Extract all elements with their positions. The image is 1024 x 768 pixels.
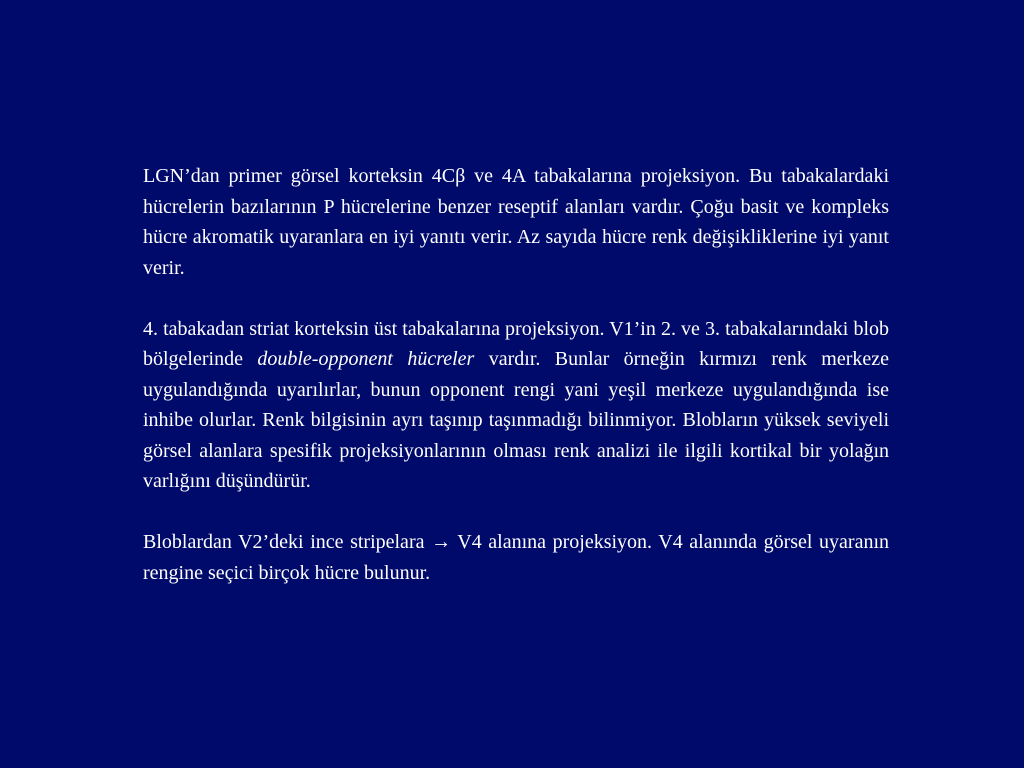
paragraph-blob-projection (143, 314, 889, 497)
paragraph-lgn-projection-text: LGN’dan primer görsel korteksin 4Cβ ve 4A tabakalarına projeksiyon. Bu tabakalardaki hücrelerin bazılarının P hücrelerine benzer reseptif alanları vardır. Çoğu basit ve kompleks hücre akromatik uyaranlara en iyi yanıtı verir. Az sayıda hücre renk değişikliklerine iyi yanıt verir. (143, 165, 889, 279)
slide-text-block (143, 161, 889, 588)
paragraph-v4-projection (143, 527, 889, 588)
paragraph-lgn-projection (143, 161, 889, 283)
paragraph-blob-text-end: vardır. Bunlar örneğin kırmızı renk merkeze uygulandığında uyarılırlar, bunun opponent rengi yani yeşil merkeze uygulandığında ise inhibe olurlar. Renk bilgisinin ayrı taşınıp taşınmadığı bilinmiyor. Blobların yüksek seviyeli görsel alanlara spesifik projeksiyonlarının olması renk analizi ile ilgili kortikal bir yolağın varlığını düşündürür. (143, 348, 889, 492)
italic-term-double-opponent: double-opponent hücreler (257, 348, 475, 370)
paragraph-blob-text-start: 4. tabakadan striat korteksin üst tabakalarına projeksiyon. V1’in 2. ve 3. tabakalarındaki blob bölgelerinde (143, 317, 889, 370)
paragraph-v4-text-start: Bloblardan V2’deki ince stripelara (143, 531, 432, 553)
right-arrow-icon: → (431, 531, 452, 553)
paragraph-v4-text-end: V4 alanına projeksiyon. V4 alanında görsel uyaranın rengine seçici birçok hücre bulunur. (143, 531, 890, 584)
